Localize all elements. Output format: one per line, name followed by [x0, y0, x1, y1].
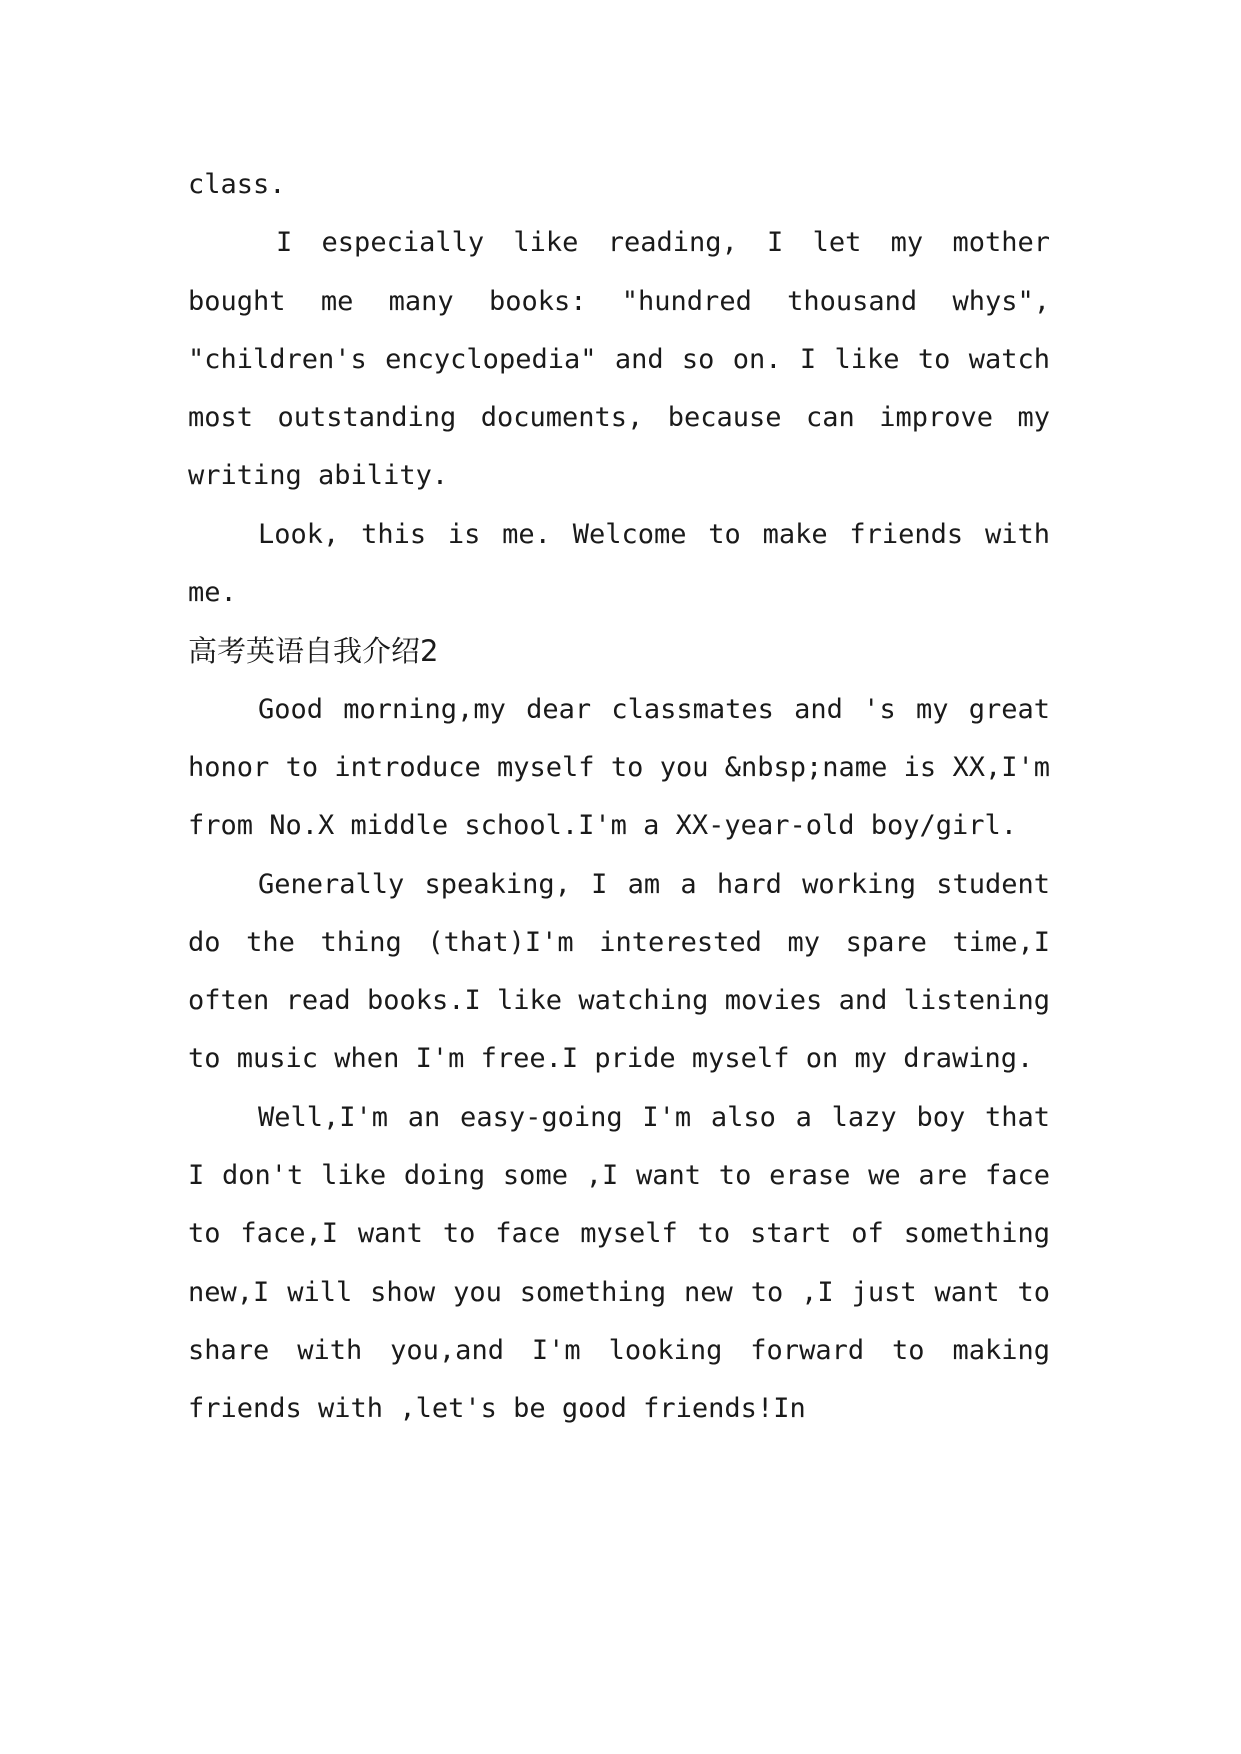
- paragraph-well: Well,I'm an easy-going I'm also a lazy boy that I don't like doing some ,I want to erase we are face to face,I want to face myself to start of something new,I will show you something new to ,I just want to share with you,and I'm looking forward to making friends with ,let's be good friends!In: [188, 1101, 1050, 1425]
- paragraph-look: Look, this is me. Welcome to make friends with me.: [188, 518, 1050, 609]
- section-heading: 高考英语自我介绍2: [188, 634, 439, 669]
- paragraph-reading: I especially like reading, I let my mother bought me many books: "hundred thousand whys", "children's encyclopedia" and so on. I like to watch most outstanding documents, because can improve my writing ability.: [188, 227, 1050, 492]
- paragraph-general: Generally speaking, I am a hard working student do the thing (that)I'm interested my spare time,I often read books.I like watching movies and listening to music when I'm free.I pride myself on my drawing.: [188, 868, 1050, 1075]
- paragraph-continuation: class.: [188, 169, 286, 200]
- document-body: [188, 156, 1050, 1439]
- paragraph-greeting: Good morning,my dear classmates and 's my great honor to introduce myself to you &nbsp;name is XX,I'm from No.X middle school.I'm a XX-year-old boy/girl.: [188, 693, 1050, 842]
